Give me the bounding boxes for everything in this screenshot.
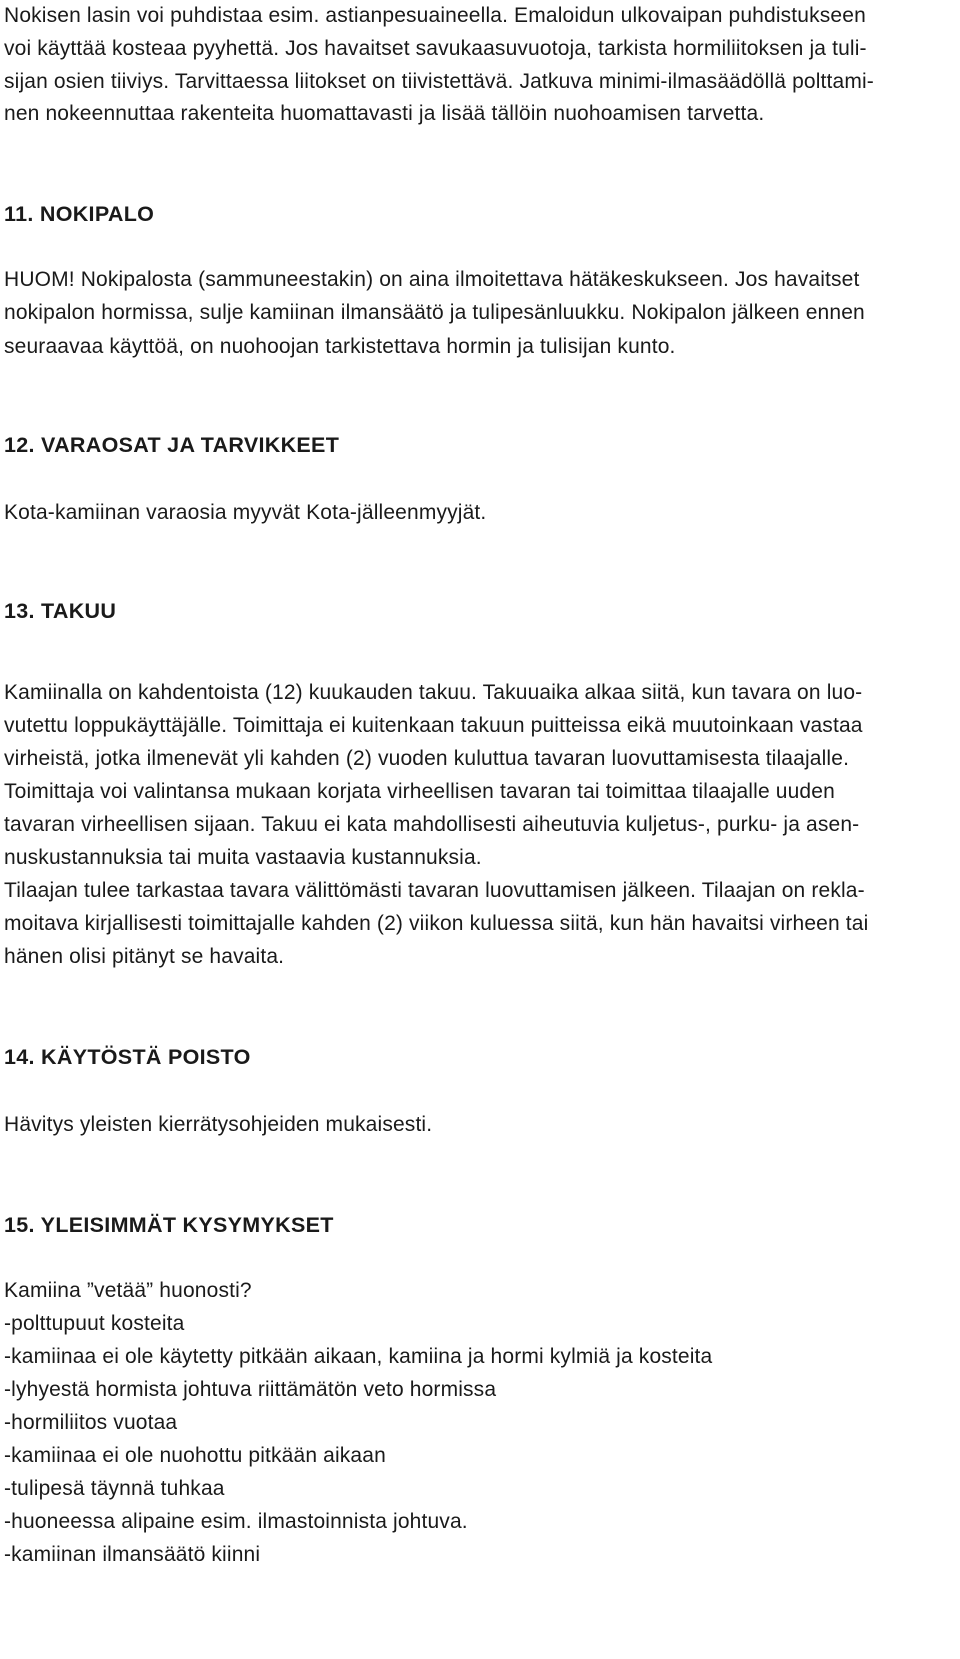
intro-line: nen nokeennuttaa rakenteita huomattavasti ja lisää tällöin nuohoamisen tarvetta. — [4, 102, 765, 125]
body-line: nuskustannuksia tai muita vastaavia kustannuksia. — [4, 846, 482, 869]
list-item: -lyhyestä hormista johtuva riittämätön veto hormissa — [4, 1378, 497, 1401]
section-heading: 12. VARAOSAT JA TARVIKKEET — [4, 433, 340, 457]
intro-line: sijan osien tiiviys. Tarvittaessa liitokset on tiivistettävä. Jatkuva minimi-ilmasäädöllä polttami- — [4, 70, 874, 93]
body-line: hänen olisi pitänyt se havaita. — [4, 945, 285, 968]
list-item: -kamiinaa ei ole nuohottu pitkään aikaan — [4, 1444, 386, 1467]
body-line: Hävitys yleisten kierrätysohjeiden mukaisesti. — [4, 1113, 433, 1136]
body-line: vutettu loppukäyttäjälle. Toimittaja ei kuitenkaan takuun puitteissa eikä muutoinkaan vastaa — [4, 714, 863, 737]
body-line: Tilaajan tulee tarkastaa tavara välittömästi tavaran luovuttamisen jälkeen. Tilaajan on rekla- — [4, 879, 865, 902]
list-item: -hormiliitos vuotaa — [4, 1411, 178, 1434]
list-item: -kamiinaa ei ole käytetty pitkään aikaan, kamiina ja hormi kylmiä ja kosteita — [4, 1345, 713, 1368]
list-item: -huoneessa alipaine esim. ilmastoinnista johtuva. — [4, 1510, 468, 1533]
faq-question: Kamiina ”vetää” huonosti? — [4, 1279, 252, 1302]
intro-line: Nokisen lasin voi puhdistaa esim. astianpesuaineella. Emaloidun ulkovaipan puhdistukseen — [4, 4, 866, 27]
body-line: Toimittaja voi valintansa mukaan korjata virheellisen tavaran tai toimittaa tilaajalle uuden — [4, 780, 835, 803]
section-heading: 13. TAKUU — [4, 599, 117, 623]
section-heading: 11. NOKIPALO — [4, 202, 155, 226]
list-item: -kamiinan ilmansäätö kiinni — [4, 1543, 261, 1566]
list-item: -polttupuut kosteita — [4, 1312, 185, 1335]
list-item: -tulipesä täynnä tuhkaa — [4, 1477, 225, 1500]
body-line: HUOM! Nokipalosta (sammuneestakin) on aina ilmoitettava hätäkeskukseen. Jos havaitset — [4, 268, 860, 291]
intro-line: voi käyttää kosteaa pyyhettä. Jos havaitset savukaasuvuotoja, tarkista hormiliitoksen ja tuli- — [4, 37, 867, 60]
section-heading: 15. YLEISIMMÄT KYSYMYKSET — [4, 1213, 334, 1237]
body-line: virheistä, jotka ilmenevät yli kahden (2) vuoden kuluttua tavaran luovuttamisesta tilaajalle. — [4, 747, 850, 770]
body-line: Kota-kamiinan varaosia myyvät Kota-jälleenmyyjät. — [4, 501, 487, 524]
body-line: seuraavaa käyttöä, on nuohoojan tarkistettava hormin ja tulisijan kunto. — [4, 335, 676, 358]
section-heading: 14. KÄYTÖSTÄ POISTO — [4, 1045, 251, 1069]
body-line: moitava kirjallisesti toimittajalle kahden (2) viikon kuluessa siitä, kun hän havaitsi virheen tai — [4, 912, 869, 935]
body-line: nokipalon hormissa, sulje kamiinan ilmansäätö ja tulipesänluukku. Nokipalon jälkeen ennen — [4, 301, 865, 324]
body-line: Kamiinalla on kahdentoista (12) kuukauden takuu. Takuuaika alkaa siitä, kun tavara on luo- — [4, 681, 863, 704]
body-line: tavaran virheellisen sijaan. Takuu ei kata mahdollisesti aiheutuvia kuljetus-, purku- ja asen- — [4, 813, 860, 836]
